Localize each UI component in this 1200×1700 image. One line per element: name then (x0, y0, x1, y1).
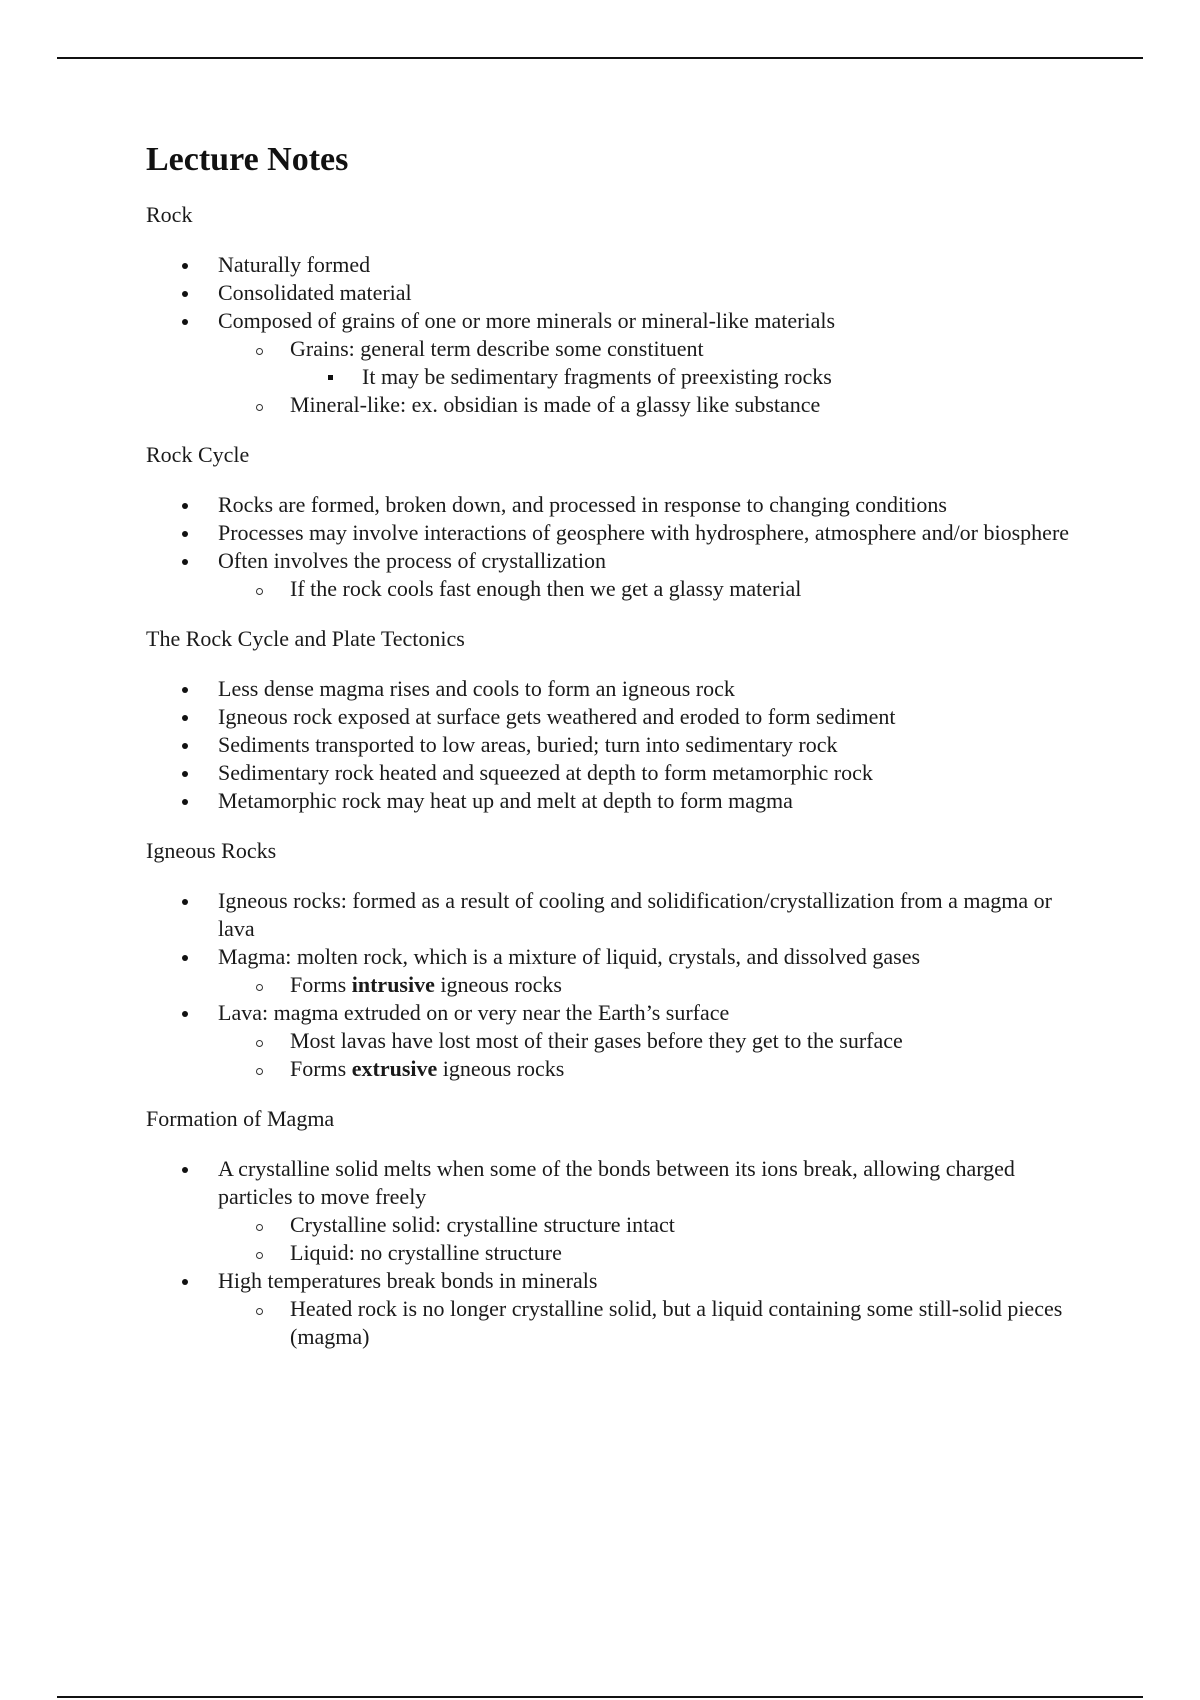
list-item: Consolidated material (146, 279, 1086, 307)
bullet-icon (182, 503, 188, 509)
list-item: Processes may involve interactions of geosphere with hydrosphere, atmosphere and/or biosphere (146, 519, 1086, 547)
bullet-icon (182, 715, 188, 721)
list-item: Lava: magma extruded on or very near the Earth’s surface Most lavas have lost most of their gases before they get to the surface Forms extrusive igneous rocks (146, 999, 1086, 1083)
sub-list-item: Most lavas have lost most of their gases before they get to the surface (218, 1027, 1086, 1055)
bullet-icon (182, 955, 188, 961)
section-igneous-rocks (146, 837, 1086, 1083)
sub-list-item: If the rock cools fast enough then we get a glassy material (218, 575, 1086, 603)
sub-list (218, 1295, 1086, 1351)
bullet-list (146, 887, 1086, 1083)
sub-sub-list-item: It may be sedimentary fragments of preexisting rocks (290, 363, 1086, 391)
list-item: Metamorphic rock may heat up and melt at depth to form magma (146, 787, 1086, 815)
section-heading: Formation of Magma (146, 1105, 335, 1131)
sub-list (218, 1211, 1086, 1267)
sub-list-item: Liquid: no crystalline structure (218, 1239, 1086, 1267)
bullet-icon (182, 319, 188, 325)
circle-bullet-icon (256, 1040, 263, 1047)
list-item: Naturally formed (146, 251, 1086, 279)
circle-bullet-icon (256, 588, 263, 595)
section-heading: The Rock Cycle and Plate Tectonics (146, 625, 465, 651)
sub-list-item: Forms extrusive igneous rocks (218, 1055, 1086, 1083)
bullet-list (146, 675, 1086, 815)
section-heading: Rock (146, 201, 193, 227)
bullet-icon (182, 1011, 188, 1017)
bullet-icon (182, 1279, 188, 1285)
list-item: Less dense magma rises and cools to form an igneous rock (146, 675, 1086, 703)
bullet-list (146, 1155, 1086, 1351)
sub-list-item: Heated rock is no longer crystalline solid, but a liquid containing some still-solid pieces (magma) (218, 1295, 1086, 1351)
bullet-icon (182, 291, 188, 297)
sub-list-item: Mineral-like: ex. obsidian is made of a glassy like substance (218, 391, 1086, 419)
sub-list-item: Grains: general term describe some constituent It may be sedimentary fragments of preexisting rocks (218, 335, 1086, 391)
circle-bullet-icon (256, 348, 263, 355)
notes-content (146, 140, 1086, 1373)
bullet-list (146, 491, 1086, 603)
bullet-icon (182, 687, 188, 693)
list-item: Magma: molten rock, which is a mixture of liquid, crystals, and dissolved gases Forms intrusive igneous rocks (146, 943, 1086, 999)
list-item: Sediments transported to low areas, buried; turn into sedimentary rock (146, 731, 1086, 759)
circle-bullet-icon (256, 1252, 263, 1259)
list-item: Sedimentary rock heated and squeezed at depth to form metamorphic rock (146, 759, 1086, 787)
bullet-icon (182, 771, 188, 777)
square-bullet-icon (328, 375, 333, 380)
circle-bullet-icon (256, 984, 263, 991)
bullet-icon (182, 799, 188, 805)
sub-list-item: Crystalline solid: crystalline structure intact (218, 1211, 1086, 1239)
circle-bullet-icon (256, 1224, 263, 1231)
sub-list (218, 575, 1086, 603)
top-rule (57, 57, 1143, 59)
bullet-icon (182, 899, 188, 905)
bold-term: extrusive (351, 1055, 438, 1081)
list-item: High temperatures break bonds in minerals Heated rock is no longer crystalline solid, but a liquid containing some still-solid pieces (magma) (146, 1267, 1086, 1351)
bullet-icon (182, 743, 188, 749)
circle-bullet-icon (256, 404, 263, 411)
sub-list (218, 971, 1086, 999)
list-item: A crystalline solid melts when some of the bonds between its ions break, allowing charged particles to move freely Crystalline solid: crystalline structure intact Liquid: no crystalline structure (146, 1155, 1086, 1267)
list-item: Rocks are formed, broken down, and processed in response to changing conditions (146, 491, 1086, 519)
page-title: Lecture Notes (146, 141, 349, 178)
bold-term: intrusive (351, 971, 435, 997)
list-item: Often involves the process of crystallization If the rock cools fast enough then we get a glassy material (146, 547, 1086, 603)
sub-list (218, 335, 1086, 419)
bullet-icon (182, 263, 188, 269)
section-formation-of-magma (146, 1105, 1086, 1351)
list-item: Igneous rock exposed at surface gets weathered and eroded to form sediment (146, 703, 1086, 731)
section-rock-cycle (146, 441, 1086, 603)
section-rock (146, 201, 1086, 419)
list-item: Composed of grains of one or more minerals or mineral-like materials Grains: general term describe some constituent It may be sedimentary fragments of preexisting rocks Mineral-like: ex. obsidian is made of a glassy like substance (146, 307, 1086, 419)
circle-bullet-icon (256, 1068, 263, 1075)
bullet-icon (182, 531, 188, 537)
sub-sub-list (290, 363, 1086, 391)
bullet-icon (182, 559, 188, 565)
section-heading: Igneous Rocks (146, 837, 277, 863)
bottom-rule (57, 1696, 1143, 1698)
section-plate-tectonics (146, 625, 1086, 815)
circle-bullet-icon (256, 1308, 263, 1315)
sub-list-item: Forms intrusive igneous rocks (218, 971, 1086, 999)
bullet-icon (182, 1167, 188, 1173)
bullet-list (146, 251, 1086, 419)
sub-list (218, 1027, 1086, 1083)
list-item: Igneous rocks: formed as a result of cooling and solidification/crystallization from a magma or lava (146, 887, 1086, 943)
section-heading: Rock Cycle (146, 441, 250, 467)
